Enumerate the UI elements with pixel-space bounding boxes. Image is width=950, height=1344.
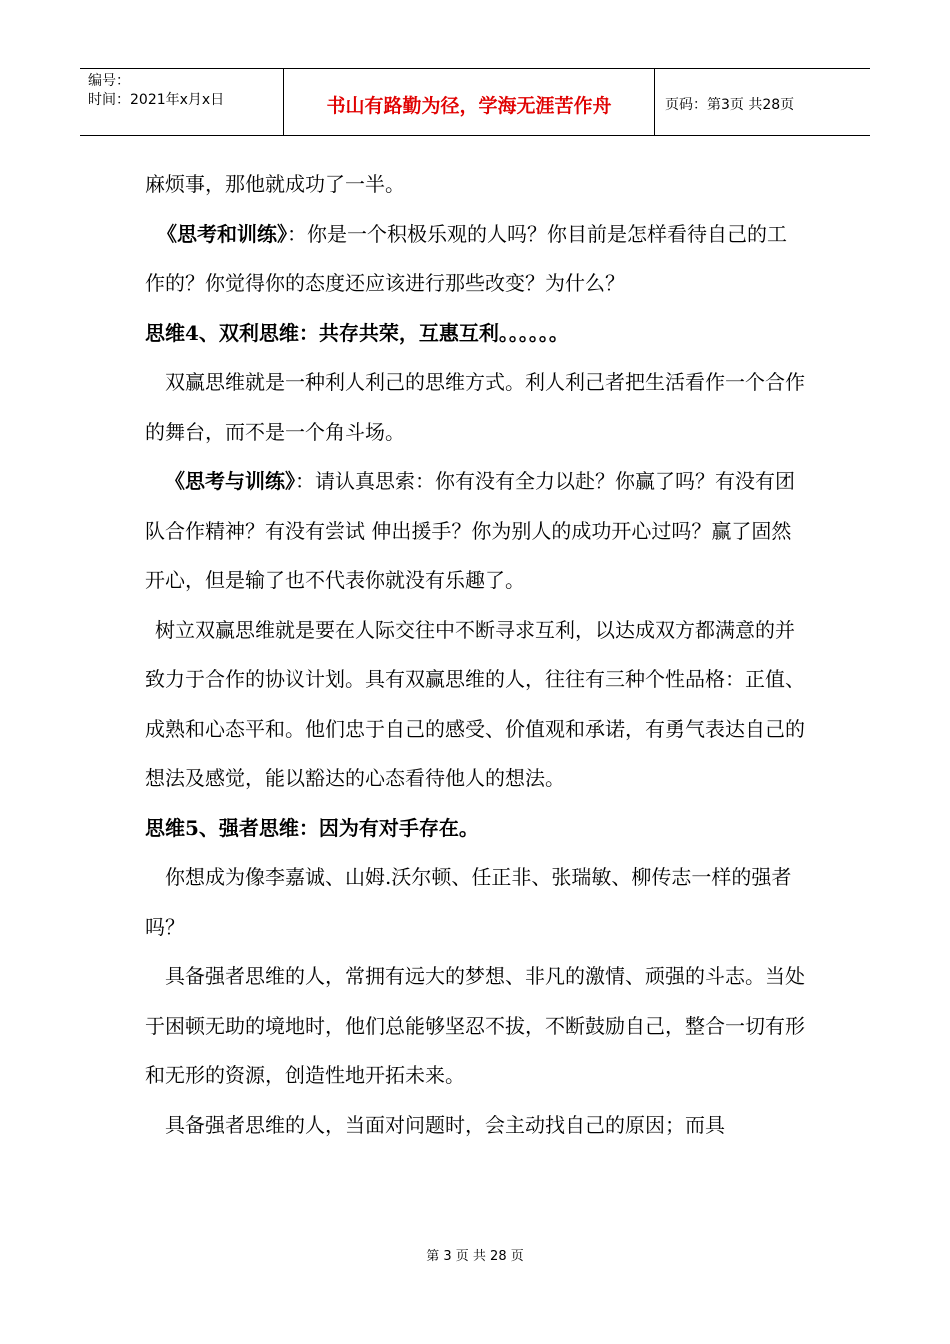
paragraph: 树立双赢思维就是要在人际交往中不断寻求互利，以达成双方都满意的并致力于合作的协议计划。具有双赢思维的人，往往有三种个性品格：正值、成熟和心态平和。他们忠于自己的感受、价值观和承诺，有勇气表达自己的想法及感觉，能以豁达的心态看待他人的想法。 [145, 617, 805, 790]
header-meta [80, 69, 283, 135]
paragraph: 麻烦事，那他就成功了一半。 [145, 172, 405, 196]
section-heading: 思维4、双利思维：共存共荣，互惠互利。。。。。。 [145, 320, 569, 345]
document-number-label: 编号： [88, 73, 130, 89]
header-motto: 书山有路勤为径，学海无涯苦作舟 [283, 69, 655, 135]
paragraph: 你想成为像李嘉诚、山姆.沃尔顿、任正非、张瑞敏、柳传志一样的强者吗？ [145, 865, 792, 939]
paragraph-text: ：你是一个积极乐观的人吗？你目前是怎样看待自己的工作的？你觉得你的态度还应该进行那些改变？为什么？ [145, 221, 787, 295]
paragraph: 具备强者思维的人，常拥有远大的梦想、非凡的激情、顽强的斗志。当处于困顿无助的境地时，他们总能够坚忍不拔，不断鼓励自己，整合一切有形和无形的资源，创造性地开拓未来。 [145, 964, 805, 1087]
header-page-info: 页码：第3页 共28页 [665, 97, 795, 113]
paragraph: 具备强者思维的人，当面对问题时，会主动找自己的原因；而具 [165, 1112, 725, 1137]
page-header [80, 68, 870, 136]
document-date-label: 时间：2021年x月x日 [88, 92, 225, 108]
paragraph: 双赢思维就是一种利人利己的思维方式。利人利己者把生活看作一个合作的舞台，而不是一个角斗场。 [145, 370, 805, 444]
paragraph [145, 210, 805, 309]
document-body [145, 160, 805, 1150]
paragraph-text: ：请认真思索：你有没有全力以赴？你赢了吗？有没有团队合作精神？有没有尝试 伸出援手？你为别人的成功开心过吗？赢了固然开心，但是输了也不代表你就没有乐趣了。 [145, 469, 795, 592]
section-title: 《思考和训练》 [157, 221, 287, 246]
section-heading: 思维5、强者思维：因为有对手存在。 [145, 815, 479, 840]
section-title: 《思考与训练》 [165, 469, 295, 493]
paragraph [145, 457, 805, 606]
page-footer: 第 3 页 共 28 页 [426, 1249, 524, 1264]
